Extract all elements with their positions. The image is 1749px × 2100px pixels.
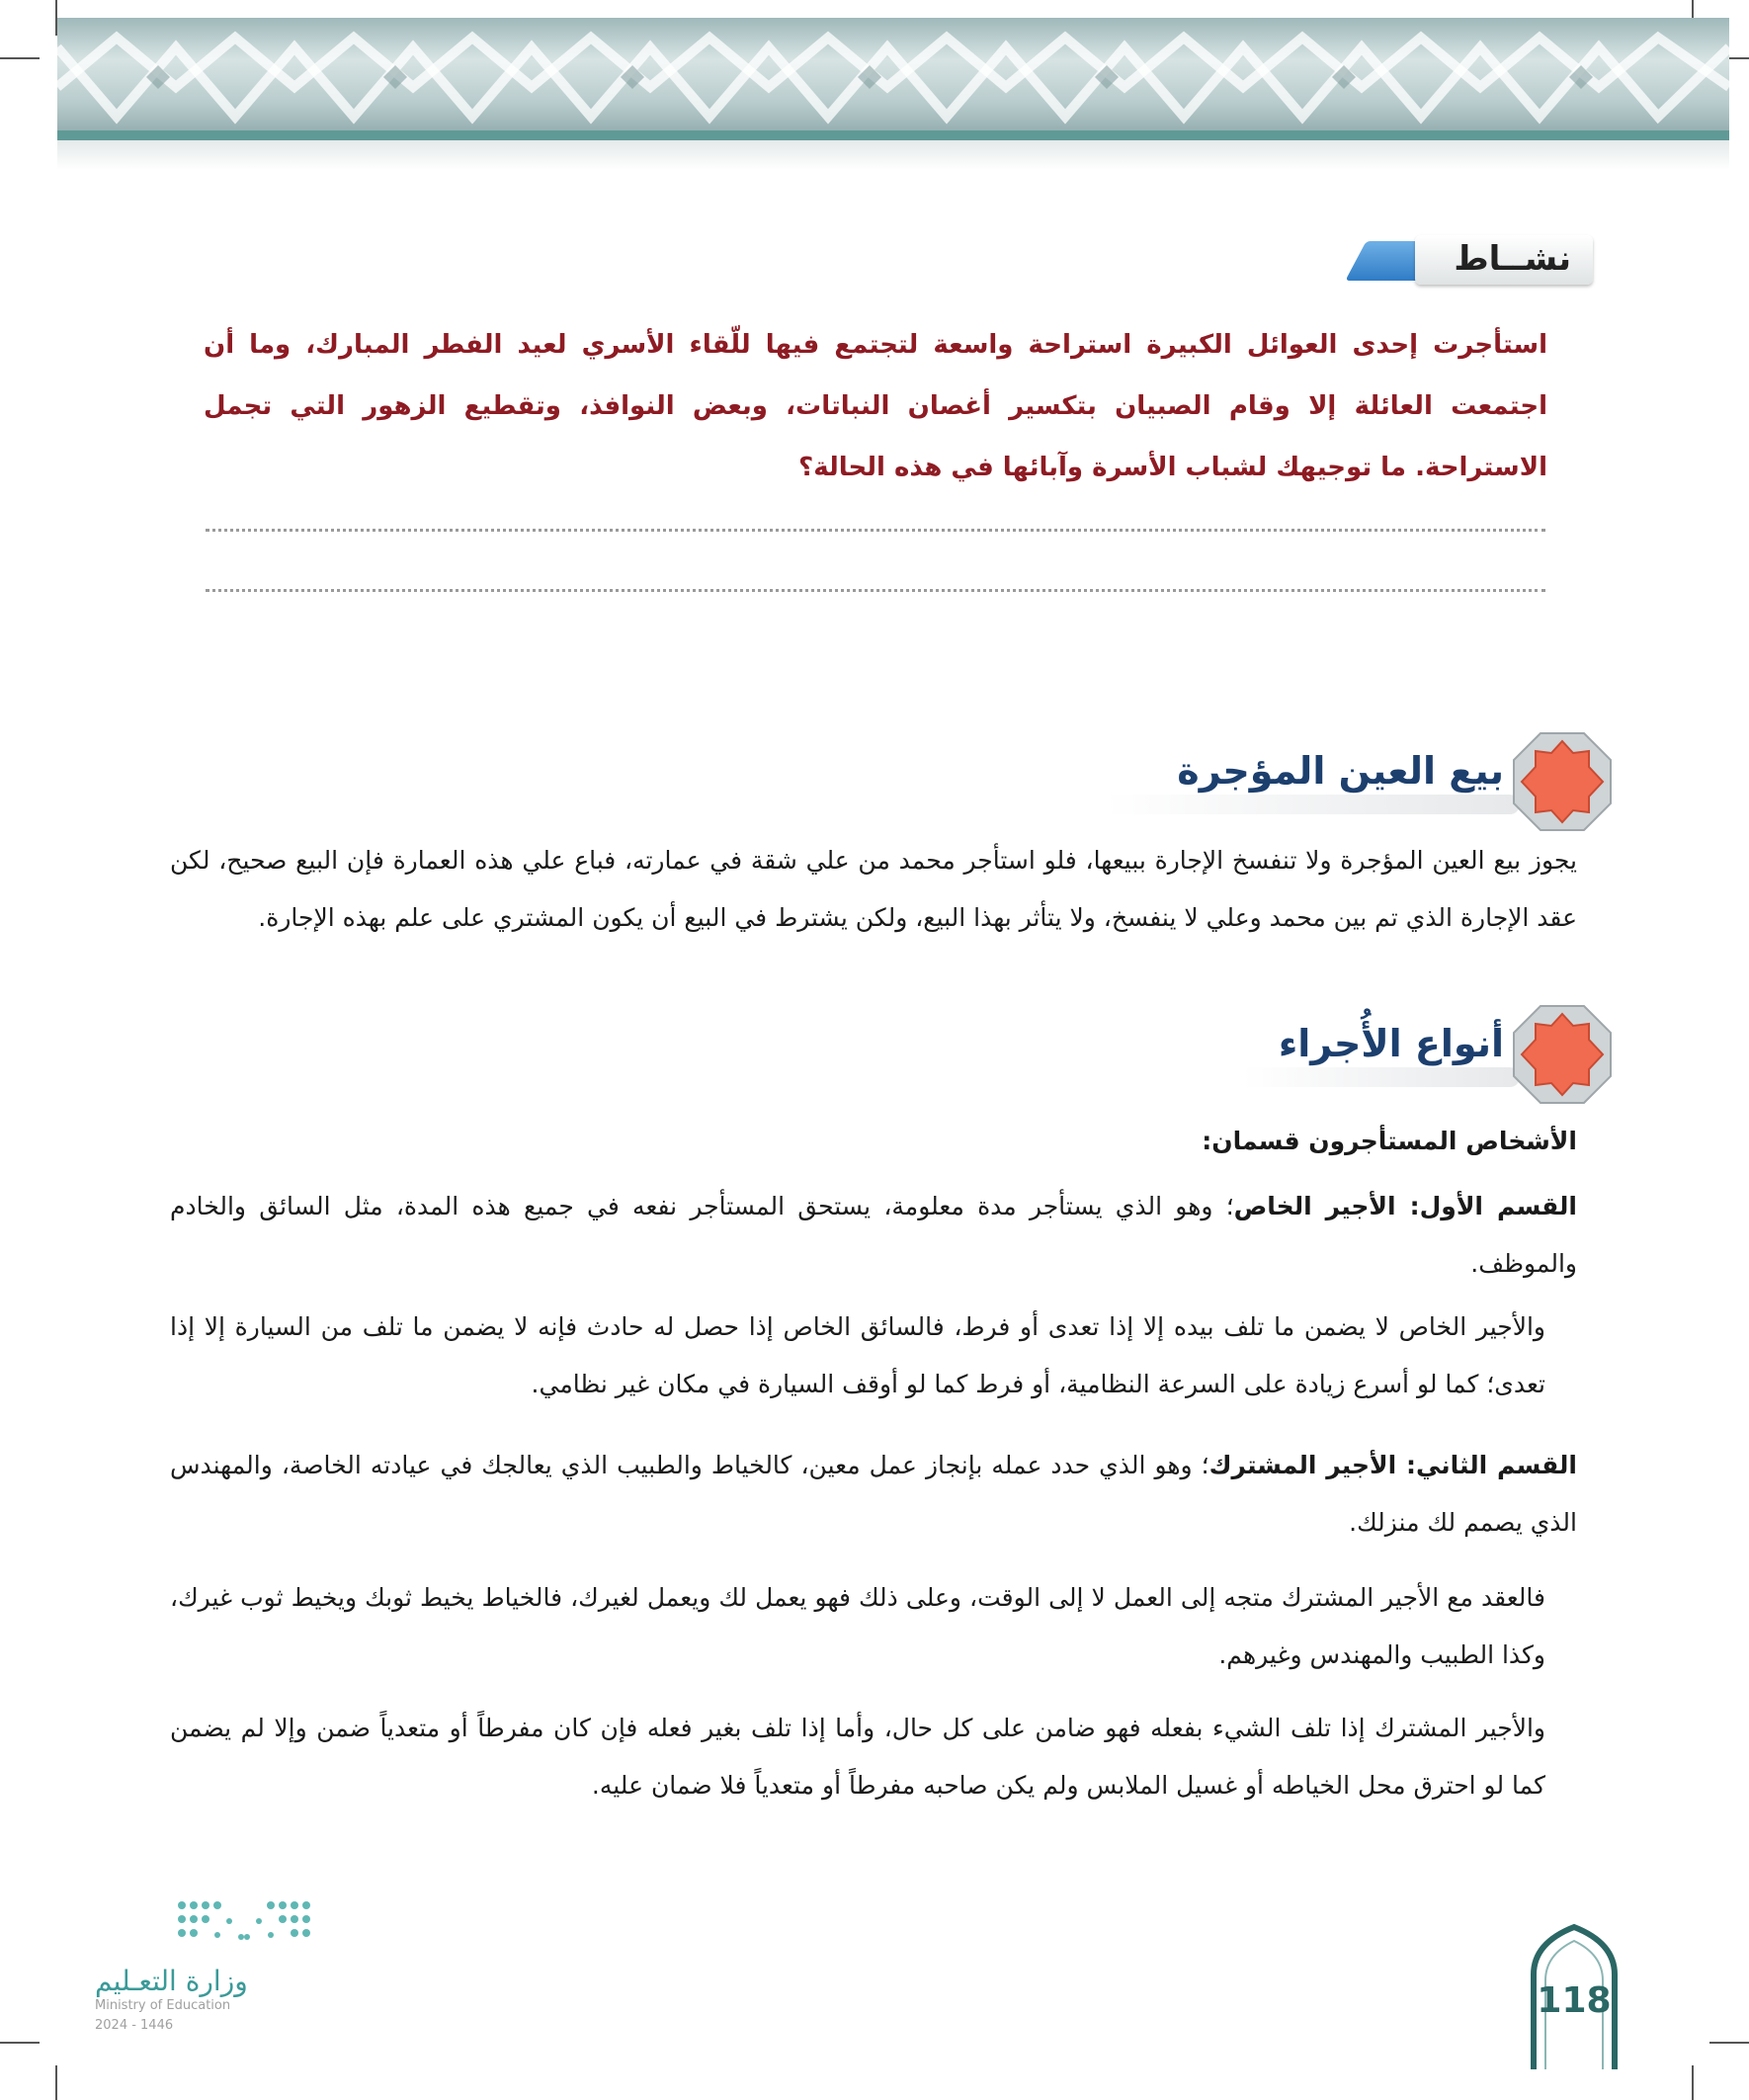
crop-mark [55, 2065, 57, 2100]
ministry-name-ar: وزارة التعـليم [95, 1965, 248, 1997]
ministry-dots-icon [172, 1895, 320, 1955]
heading-underlay [1105, 795, 1520, 814]
paragraph-sale: يجوز بيع العين المؤجرة ولا تنفسخ الإجارة ببيعها، فلو استأجر محمد من علي شقة في عمارته، فباع علي هذه العمارة فإن البيع صحيح، لكن عقد الإجارة الذي تم بين محمد وعلي لا ينفسخ، ولا يتأثر بهذا البيع، ولكن يشترط في البيع أن يكون المشتري على علم بهذه الإجارة. [170, 846, 1577, 932]
page-number: 118 [1537, 1980, 1612, 2021]
octagon-badge-icon [1510, 729, 1615, 834]
part1-label: القسم الأول: الأجير الخاص [1233, 1192, 1577, 1220]
crop-mark [1709, 2042, 1749, 2044]
paragraph-private-worker [170, 1178, 1577, 1293]
section-heading-sale [864, 729, 1615, 840]
part2-label: القسم الثاني: الأجير المشترك [1208, 1451, 1577, 1479]
paragraph-shared-contract: فالعقد مع الأجير المشترك متجه إلى العمل لا إلى الوقت، وعلى ذلك فهو يعمل لك ويعمل لغيرك، فالخياط يخيط ثوبك ويخيط ثوب غيرك، وكذا الطبيب والمهندس وغيرهم. [170, 1583, 1545, 1669]
crop-mark [1692, 2065, 1694, 2100]
crop-mark [0, 57, 40, 59]
crop-mark [0, 2042, 40, 2044]
activity-label: نشــاط [1454, 239, 1571, 279]
section-heading-types [864, 1002, 1615, 1113]
decorative-banner [57, 18, 1729, 138]
paragraph-shared-worker [170, 1437, 1577, 1552]
paragraph-shared-liability: والأجير المشترك إذا تلف الشيء بفعله فهو ضامن على كل حال، وأما إذا تلف بغير فعله فإن كان مفرطاً أو متعدياً ضمن وإلا لم يضمن كما لو احترق محل الخياطه أو غسيل الملابس ولم يكن صاحبه مفرطاً أو متعدياً فلا ضمان عليه. [170, 1714, 1545, 1800]
part1-text: ؛ وهو الذي يستأجر مدة معلومة، يستحق المستأجر نفعه في جميع هذه المدة، مثل السائق والخادم والموظف. [170, 1192, 1577, 1278]
heading-underlay [1243, 1067, 1520, 1087]
answer-line[interactable] [206, 529, 1545, 532]
paragraph-private-liability: والأجير الخاص لا يضمن ما تلف بيده إلا إذا تعدى أو فرط، فالسائق الخاص إذا حصل له حادث فإنه لا يضمن ما تلف من السيارة إلا إذا تعدى؛ كما لو أسرع زيادة على السرعة النظامية، أو فرط كما لو أوقف السيارة في مكان غير نظامي. [170, 1312, 1545, 1398]
section-title: بيع العين المؤجرة [1177, 749, 1504, 793]
activity-tab [1356, 235, 1593, 287]
ministry-logo [95, 1895, 332, 2034]
types-intro: الأشخاص المستأجرون قسمان: [1202, 1127, 1577, 1155]
ministry-name-en: Ministry of Education [95, 1998, 231, 2013]
part2-text: ؛ وهو الذي حدد عمله بإنجاز عمل معين، كالخياط والطبيب الذي يعالجك في عيادته الخاصة، والمهندس الذي يصمم لك منزلك. [170, 1451, 1577, 1537]
octagon-badge-icon [1510, 1002, 1615, 1107]
edition-year: 2024 - 1446 [95, 2018, 174, 2033]
answer-line[interactable] [206, 589, 1545, 592]
banner-stripe [57, 130, 1729, 140]
section-title: أنواع الأُجراء [1278, 1022, 1504, 1065]
page-number-badge [1528, 1921, 1621, 2069]
activity-question: استأجرت إحدى العوائل الكبيرة استراحة واسعة لتجتمع فيها للّقاء الأسري لعيد الفطر المبارك، وما أن اجتمعت العائلة إلا وقام الصبيان بتكسير أغصان النباتات، وبعض النوافذ، وتقطيع الزهور التي تجمل الاستراحة. ما توجيهك لشباب الأسرة وآبائها في هذه الحالة؟ [204, 330, 1547, 482]
banner-shade [57, 140, 1729, 170]
